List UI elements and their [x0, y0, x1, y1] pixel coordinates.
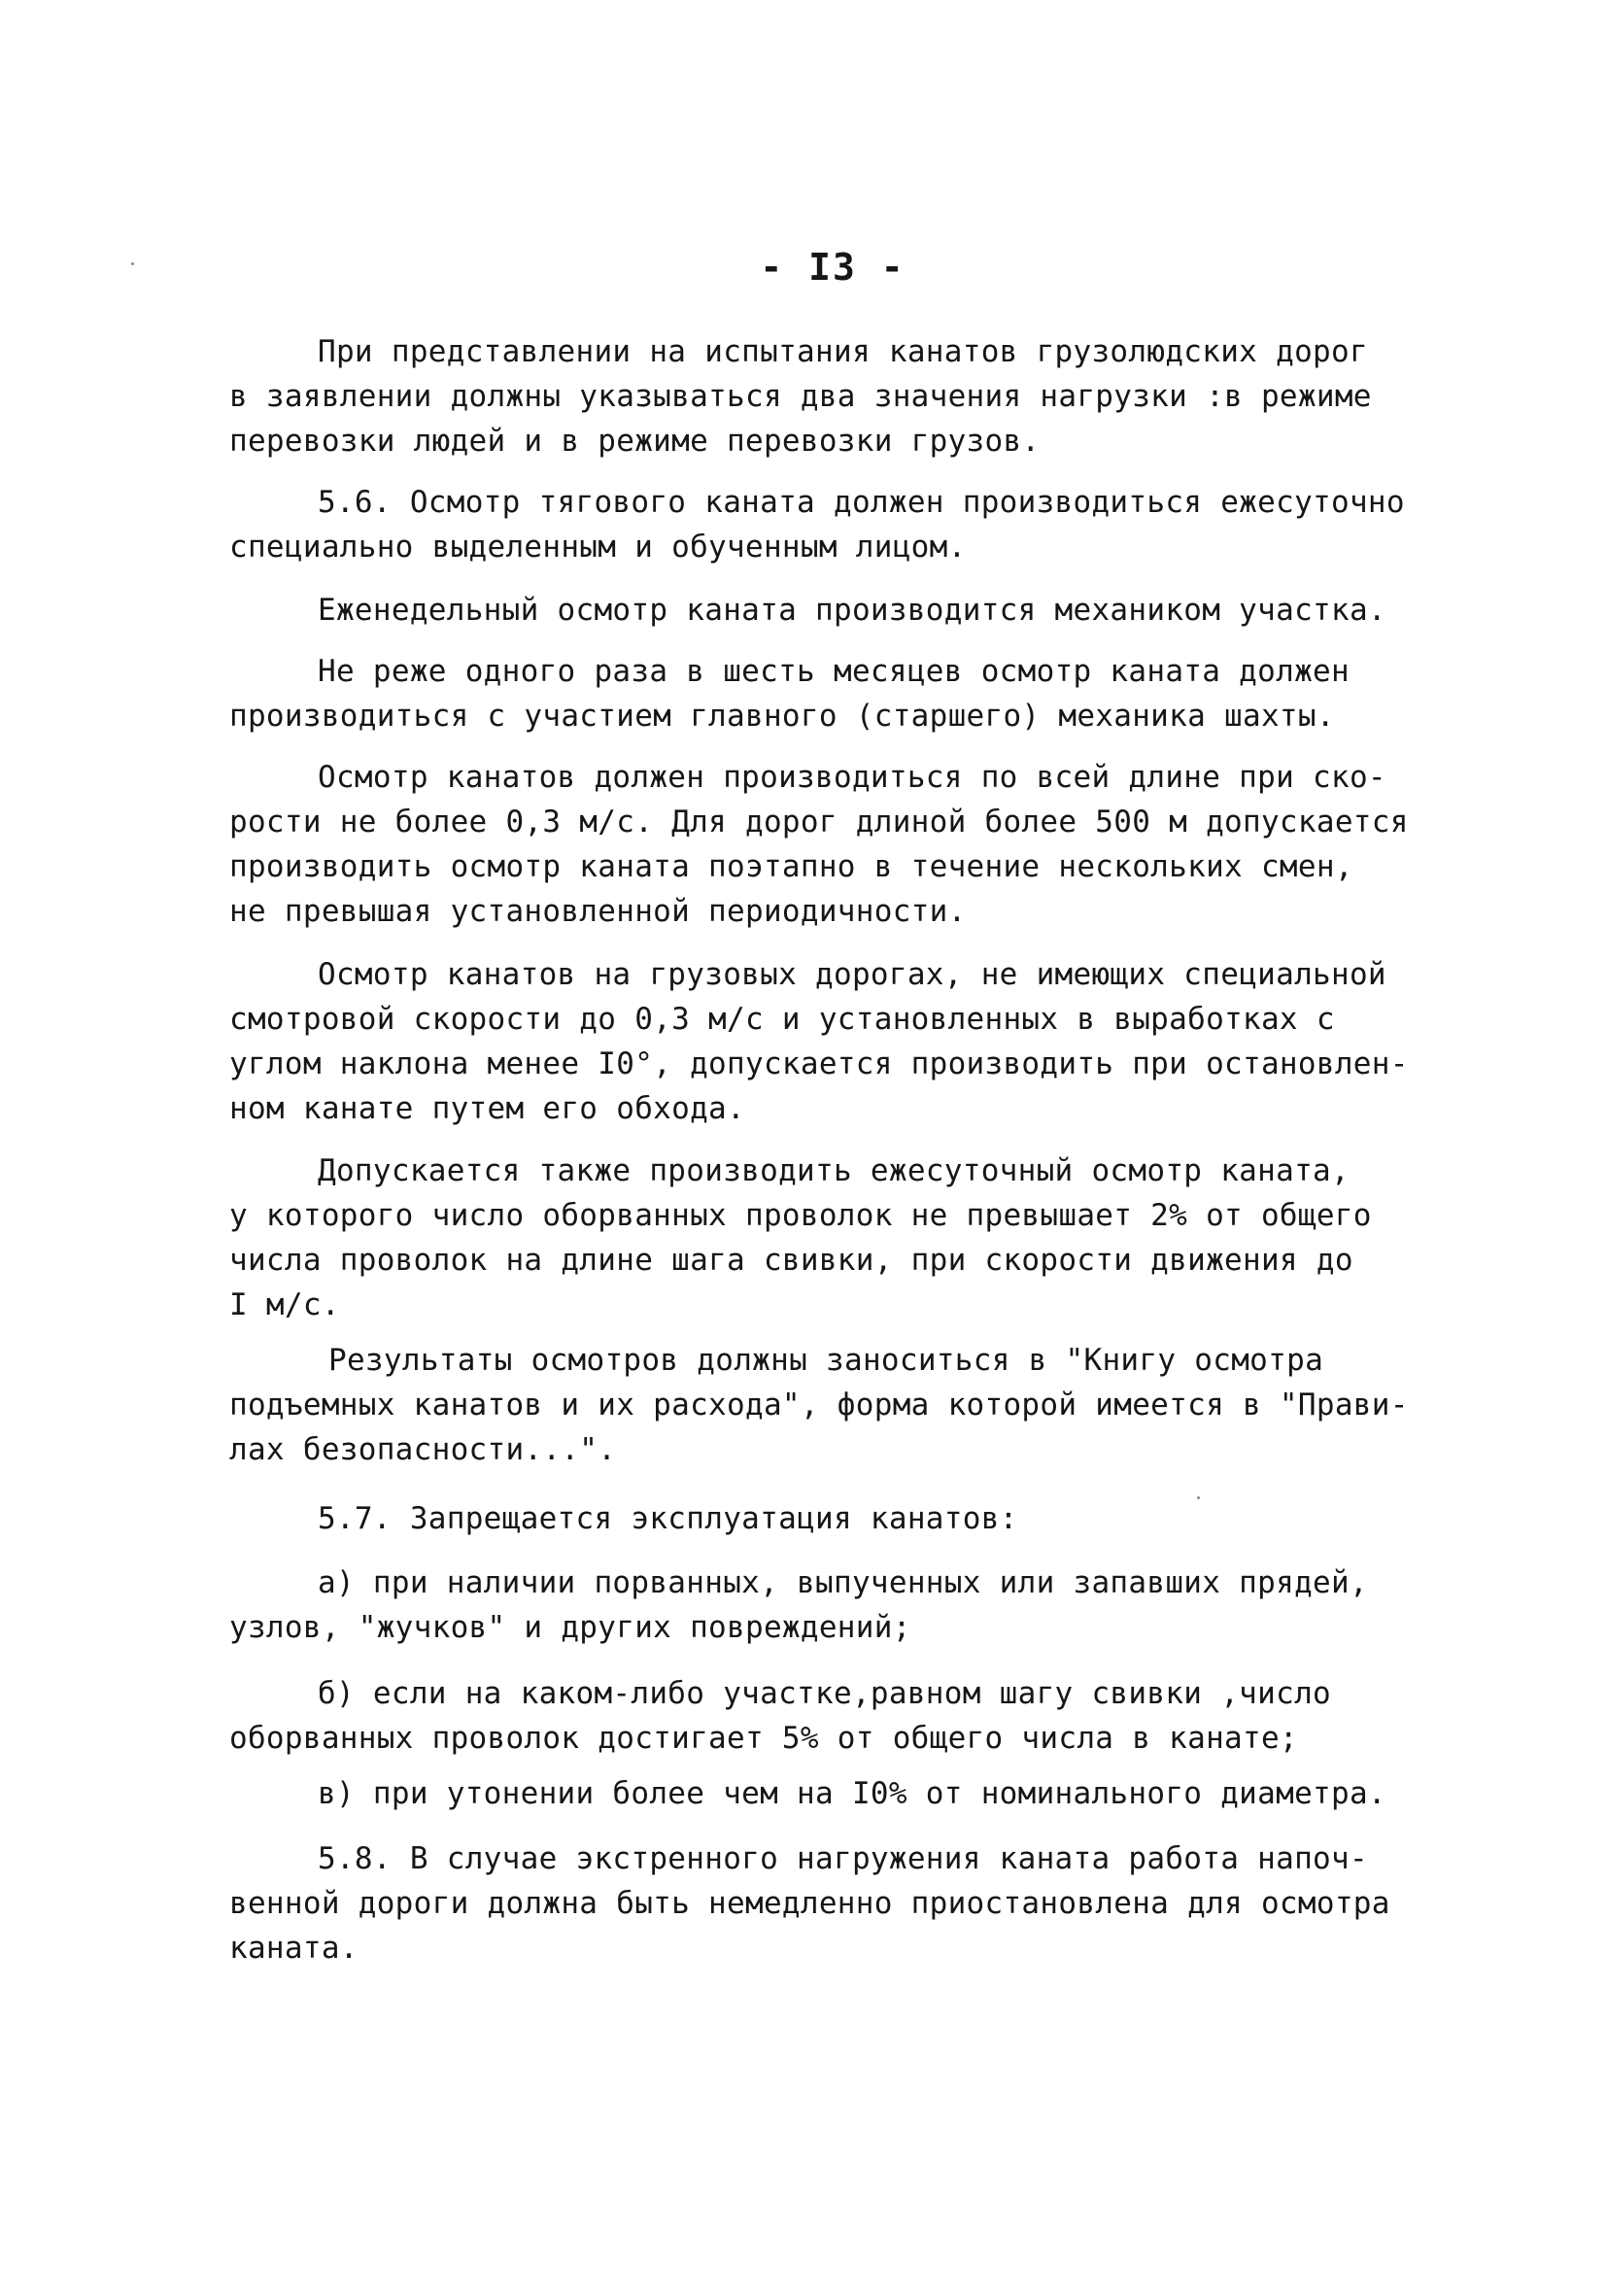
text-line: ном канате путем его обхода.	[229, 1091, 745, 1126]
text-line: оборванных проволок достигает 5% от общего числа в канате;	[229, 1721, 1298, 1756]
text-line: Еженедельный осмотр каната производится механиком участка.	[318, 593, 1386, 628]
page-number: - I3 -	[760, 246, 906, 289]
text-line: производить осмотр каната поэтапно в течение нескольких смен,	[229, 849, 1353, 884]
text-line: числа проволок на длине шага свивки, при скорости движения до	[229, 1243, 1353, 1278]
text-line: венной дороги должна быть немедленно приостановлена для осмотра	[229, 1886, 1390, 1921]
text-line: б) если на каком-либо участке,равном шагу свивки ,число	[318, 1676, 1331, 1711]
text-line: производиться с участием главного (старшего) механика шахты.	[229, 699, 1335, 734]
text-line: 5.6. Осмотр тягового каната должен производиться ежесуточно	[318, 485, 1405, 520]
text-line: Результаты осмотров должны заноситься в "Книгу осмотра	[328, 1343, 1324, 1378]
text-line: в) при утонении более чем на I0% от номинального диаметра.	[318, 1776, 1386, 1811]
text-line: специально выделенным и обученным лицом.	[229, 530, 967, 565]
text-line: не превышая установленной периодичности.	[229, 894, 967, 929]
text-line: узлов, "жучков" и других повреждений;	[229, 1610, 911, 1645]
text-line: лах безопасности...".	[229, 1432, 617, 1467]
text-line: углом наклона менее I0°, допускается производить при остановлен-	[229, 1046, 1409, 1081]
text-line: Осмотр канатов на грузовых дорогах, не имеющих специальной	[318, 957, 1386, 992]
text-line: подъемных канатов и их расхода", форма которой имеется в "Прави-	[229, 1388, 1409, 1422]
text-line: Допускается также производить ежесуточный осмотр каната,	[318, 1153, 1350, 1188]
text-line: 5.7. Запрещается эксплуатация канатов:	[318, 1501, 1018, 1536]
text-line: у которого число оборванных проволок не превышает 2% от общего	[229, 1198, 1372, 1233]
text-line: рости не более 0,3 м/с. Для дорог длиной более 500 м допускается	[229, 805, 1409, 840]
text-line: I м/с.	[229, 1287, 340, 1322]
text-line: каната.	[229, 1931, 359, 1966]
text-line: При представлении на испытания канатов грузолюдских дорог	[318, 334, 1368, 369]
text-line: 5.8. В случае экстренного нагружения каната работа напоч-	[318, 1841, 1368, 1876]
scan-speck	[131, 262, 134, 265]
text-line: Осмотр канатов должен производиться по всей длине при ско-	[318, 760, 1386, 795]
text-line: перевозки людей и в режиме перевозки грузов.	[229, 424, 1041, 459]
text-line: смотровой скорости до 0,3 м/с и установленных в выработках с	[229, 1002, 1335, 1037]
text-line: Не реже одного раза в шесть месяцев осмотр каната должен	[318, 654, 1350, 689]
text-line: в заявлении должны указываться два значения нагрузки :в режиме	[229, 379, 1372, 414]
text-line: а) при наличии порванных, выпученных или запавших прядей,	[318, 1565, 1368, 1600]
scan-speck	[1197, 1496, 1200, 1499]
